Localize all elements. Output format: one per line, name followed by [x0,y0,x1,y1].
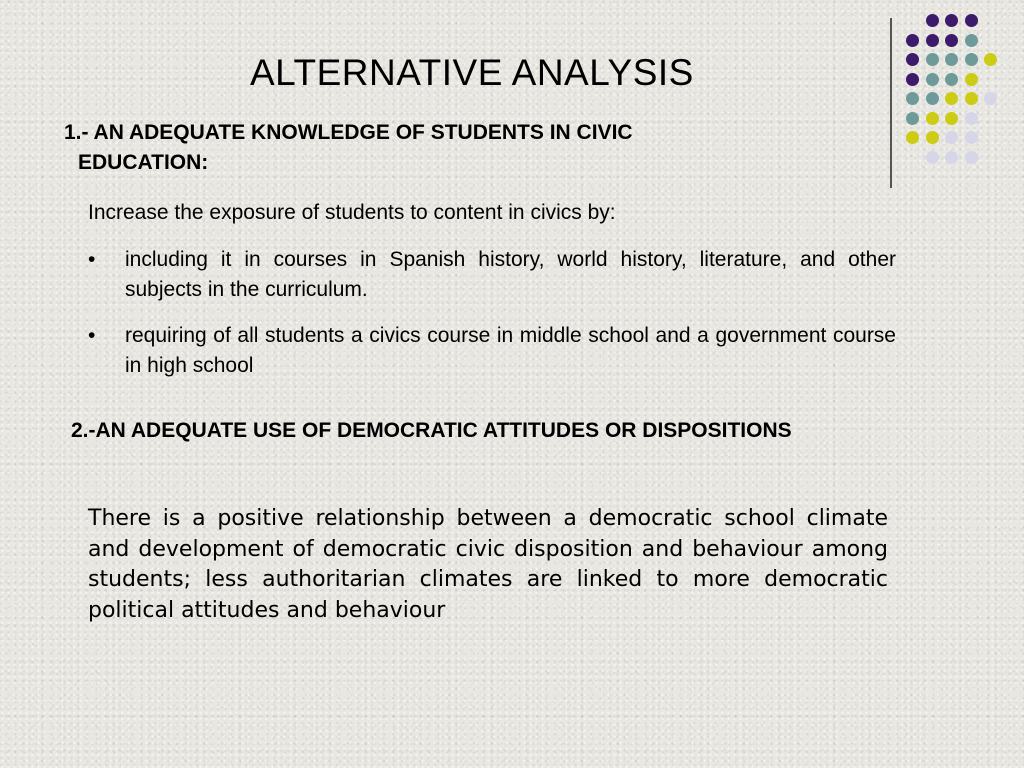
decorative-dot [906,73,919,86]
section1-heading-line1: 1.- AN ADEQUATE KNOWLEDGE OF STUDENTS IN CIVIC [64,121,633,144]
decorative-dot [965,92,978,105]
decorative-dot [945,112,958,125]
decorative-dot [945,14,958,27]
slide-title: ALTERNATIVE ANALYSIS [250,52,694,93]
decorative-dot [926,92,939,105]
section1-heading-line2: EDUCATION: [78,151,209,174]
bullet-marker: • [88,248,96,271]
decorative-dot [945,92,958,105]
vertical-divider [890,18,892,188]
section1-bullet-list [88,245,896,397]
decorative-dot [906,112,919,125]
decorative-dot [984,92,997,105]
decorative-dot [926,131,939,144]
decorative-dot [926,151,939,164]
decorative-dot [926,53,939,66]
decorative-dot [945,151,958,164]
section1-intro: Increase the exposure of students to content in civics by: [88,201,616,224]
decorative-dot [984,53,997,66]
list-item [88,321,896,381]
decorative-dot [965,73,978,86]
decorative-dot [965,112,978,125]
decorative-dot [926,34,939,47]
decorative-dot [945,73,958,86]
bullet-marker: • [88,324,96,347]
decorative-dot [965,151,978,164]
decorative-dot [906,34,919,47]
decorative-dot [926,73,939,86]
decorative-dot [965,131,978,144]
decorative-dot [945,34,958,47]
decorative-dot [926,112,939,125]
decorative-dot [965,34,978,47]
decorative-dot [926,14,939,27]
bullet-text: requiring of all students a civics course in middle school and a government course in high school [125,324,896,377]
list-item [88,245,896,305]
decorative-dot [945,131,958,144]
decorative-dot [965,53,978,66]
decorative-dot [945,53,958,66]
bullet-text: including it in courses in Spanish history, world history, literature, and other subjects in the curriculum. [125,248,896,301]
decorative-dot-grid [906,14,1024,164]
decorative-dot [965,14,978,27]
decorative-dot [906,131,919,144]
decorative-dot [906,53,919,66]
section2-paragraph: There is a positive relationship between a democratic school climate and development of democratic civic disposition and behaviour among students; less authoritarian climates are linked to more democratic political attitudes and behaviour [88,506,888,623]
decorative-dot [906,92,919,105]
section1-heading [64,118,824,178]
section2-heading: 2.-AN ADEQUATE USE OF DEMOCRATIC ATTITUDES OR DISPOSITIONS [71,419,792,442]
